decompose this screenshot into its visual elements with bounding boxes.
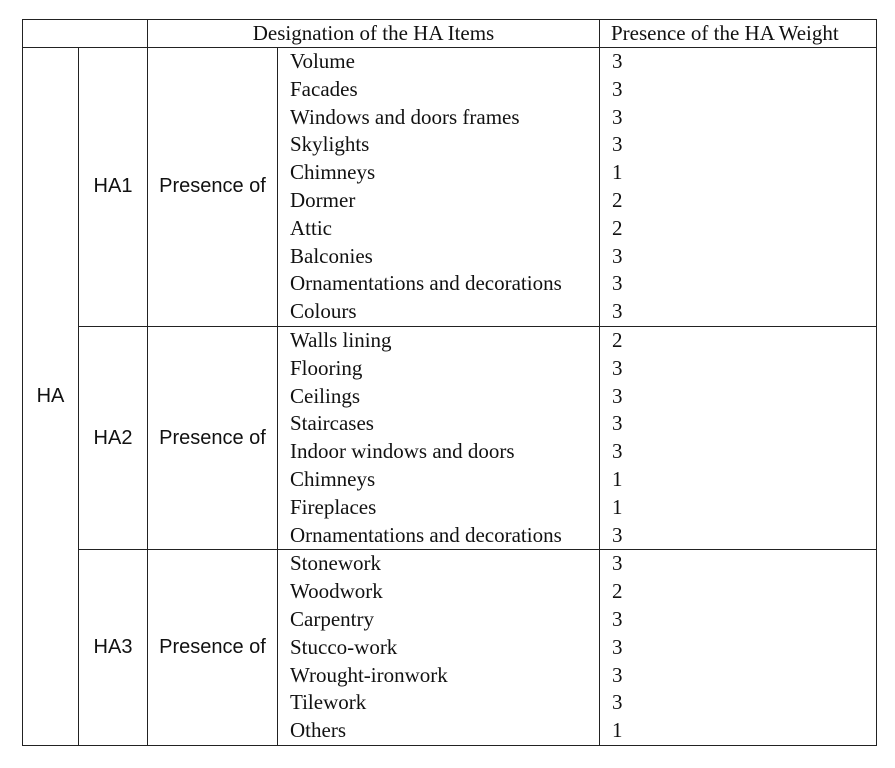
item-name: Ornamentations and decorations [278, 522, 600, 550]
item-name: Stucco-work [278, 634, 600, 662]
item-weight: 3 [600, 298, 877, 326]
item-weight: 3 [600, 104, 877, 132]
header-blank-cell [23, 20, 148, 48]
item-name: Chimneys [278, 466, 600, 494]
item-name: Indoor windows and doors [278, 438, 600, 466]
item-name: Stonework [278, 550, 600, 578]
item-name: Walls lining [278, 326, 600, 354]
item-name: Fireplaces [278, 494, 600, 522]
item-name: Attic [278, 215, 600, 243]
item-name: Facades [278, 76, 600, 104]
table-row [23, 550, 877, 578]
item-weight: 1 [600, 159, 877, 187]
item-weight: 2 [600, 215, 877, 243]
item-weight: 3 [600, 270, 877, 298]
item-weight: 2 [600, 578, 877, 606]
item-weight: 3 [600, 383, 877, 411]
item-weight: 2 [600, 187, 877, 215]
item-name: Colours [278, 298, 600, 326]
group-code: HA2 [79, 326, 148, 549]
item-name: Volume [278, 48, 600, 76]
item-weight: 3 [600, 438, 877, 466]
table-body [23, 48, 877, 746]
ha-weights-table [22, 19, 877, 746]
item-name: Tilework [278, 689, 600, 717]
item-weight: 3 [600, 634, 877, 662]
presence-label: Presence of [148, 48, 278, 327]
category-label: HA [23, 48, 79, 746]
item-name: Woodwork [278, 578, 600, 606]
item-name: Others [278, 717, 600, 745]
item-weight: 3 [600, 76, 877, 104]
table-row [23, 326, 877, 354]
item-name: Chimneys [278, 159, 600, 187]
item-weight: 1 [600, 494, 877, 522]
presence-label: Presence of [148, 550, 278, 746]
item-weight: 3 [600, 243, 877, 271]
item-name: Ceilings [278, 383, 600, 411]
item-name: Staircases [278, 410, 600, 438]
item-name: Windows and doors frames [278, 104, 600, 132]
item-weight: 3 [600, 689, 877, 717]
group-code: HA1 [79, 48, 148, 327]
item-weight: 3 [600, 550, 877, 578]
item-weight: 3 [600, 355, 877, 383]
header-designation: Designation of the HA Items [148, 20, 600, 48]
item-name: Balconies [278, 243, 600, 271]
group-code: HA3 [79, 550, 148, 746]
item-weight: 3 [600, 131, 877, 159]
item-weight: 1 [600, 717, 877, 745]
table-row [23, 48, 877, 76]
item-weight: 3 [600, 662, 877, 690]
item-name: Flooring [278, 355, 600, 383]
item-weight: 1 [600, 466, 877, 494]
item-weight: 3 [600, 410, 877, 438]
table-header-row [23, 20, 877, 48]
item-name: Ornamentations and decorations [278, 270, 600, 298]
item-name: Dormer [278, 187, 600, 215]
item-name: Carpentry [278, 606, 600, 634]
item-weight: 2 [600, 326, 877, 354]
header-weight: Presence of the HA Weight [600, 20, 877, 48]
item-weight: 3 [600, 48, 877, 76]
item-name: Wrought-ironwork [278, 662, 600, 690]
presence-label: Presence of [148, 326, 278, 549]
item-name: Skylights [278, 131, 600, 159]
item-weight: 3 [600, 522, 877, 550]
item-weight: 3 [600, 606, 877, 634]
